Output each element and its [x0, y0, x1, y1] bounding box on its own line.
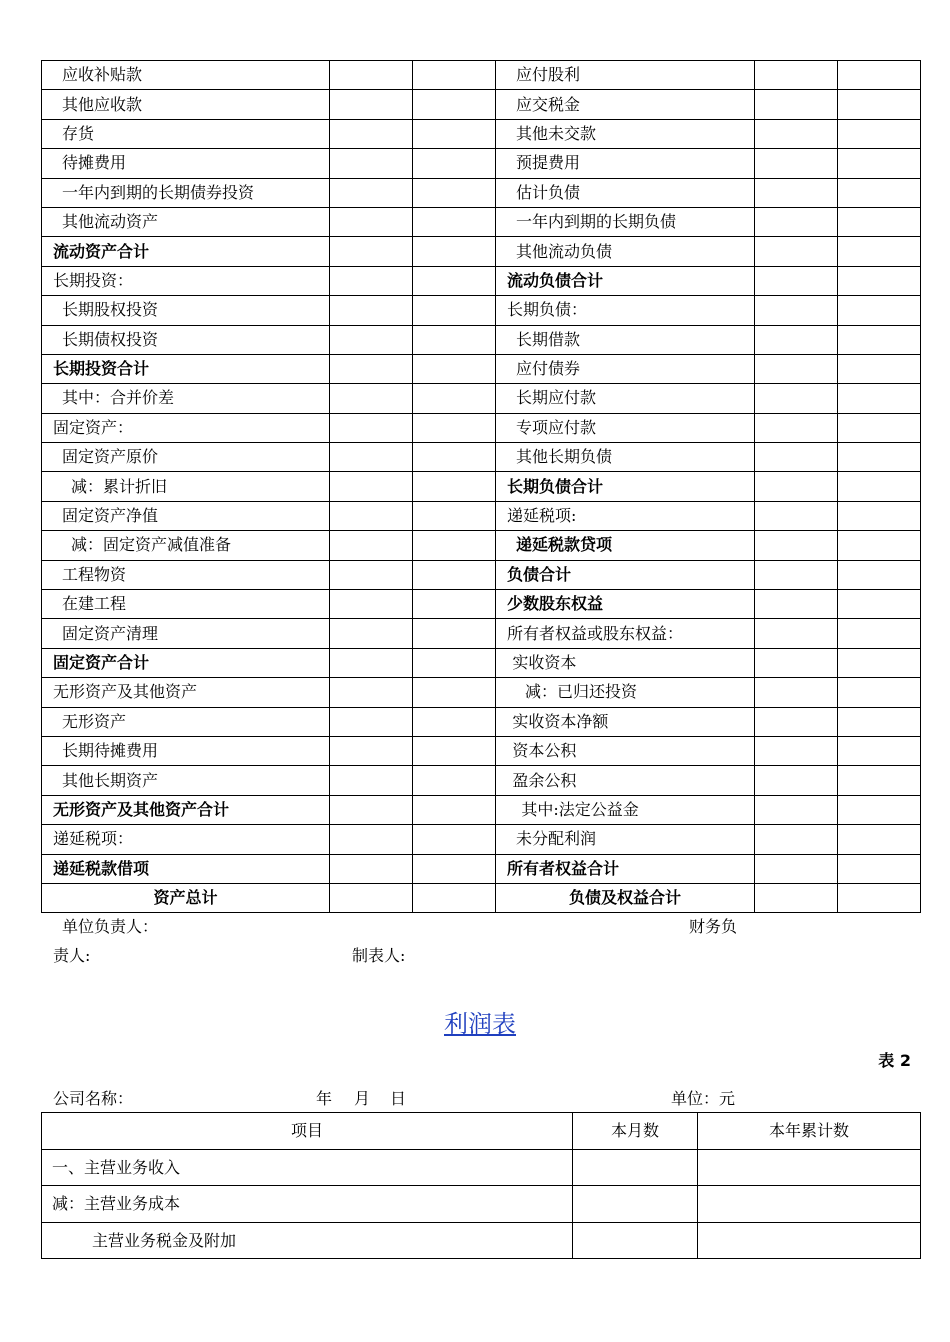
finance-head-label-part1: 财务负 — [689, 917, 738, 936]
liability-ending-cell[interactable] — [838, 384, 921, 413]
total-liabilities-ending-cell[interactable] — [838, 883, 921, 912]
liability-item-label: 专项应付款 — [496, 413, 755, 442]
asset-ending-cell[interactable] — [413, 61, 496, 90]
liability-beginning-cell[interactable] — [755, 472, 838, 501]
income-statement-body — [42, 1149, 921, 1259]
balance-sheet-body — [42, 61, 921, 913]
asset-beginning-cell[interactable] — [330, 707, 413, 736]
asset-item-label: 其中：合并价差 — [42, 384, 330, 413]
asset-ending-cell[interactable] — [413, 149, 496, 178]
liability-beginning-cell[interactable] — [755, 795, 838, 824]
balance-sheet-table — [41, 60, 921, 913]
asset-beginning-cell[interactable] — [330, 237, 413, 266]
asset-item-label: 递延税款借项 — [42, 854, 330, 883]
balance-row — [42, 766, 921, 795]
asset-beginning-cell[interactable] — [330, 590, 413, 619]
liability-item-label: 应付债券 — [496, 354, 755, 383]
header-year-to-date: 本年累计数 — [698, 1113, 921, 1150]
liability-item-label: 其他流动负债 — [496, 237, 755, 266]
income-item-label: 减：主营业务成本 — [42, 1186, 573, 1223]
asset-item-label: 无形资产 — [42, 707, 330, 736]
liability-item-label: 其他长期负债 — [496, 443, 755, 472]
asset-beginning-cell[interactable] — [330, 472, 413, 501]
liability-ending-cell[interactable] — [838, 207, 921, 236]
asset-item-label: 固定资产清理 — [42, 619, 330, 648]
asset-beginning-cell[interactable] — [330, 766, 413, 795]
table-number-label: 表 2 — [878, 1051, 911, 1070]
balance-row — [42, 619, 921, 648]
liability-item-label: 估计负债 — [496, 178, 755, 207]
asset-beginning-cell[interactable] — [330, 648, 413, 677]
liability-beginning-cell[interactable] — [755, 178, 838, 207]
income-this-month-cell[interactable] — [573, 1149, 698, 1186]
asset-ending-cell[interactable] — [413, 707, 496, 736]
liability-ending-cell[interactable] — [838, 178, 921, 207]
asset-ending-cell[interactable] — [413, 825, 496, 854]
asset-ending-cell[interactable] — [413, 560, 496, 589]
balance-row — [42, 590, 921, 619]
asset-ending-cell[interactable] — [413, 619, 496, 648]
asset-beginning-cell[interactable] — [330, 354, 413, 383]
liability-ending-cell[interactable] — [838, 266, 921, 295]
liability-ending-cell[interactable] — [838, 531, 921, 560]
asset-beginning-cell[interactable] — [330, 619, 413, 648]
asset-beginning-cell[interactable] — [330, 119, 413, 148]
balance-row — [42, 354, 921, 383]
asset-beginning-cell[interactable] — [330, 61, 413, 90]
asset-ending-cell[interactable] — [413, 354, 496, 383]
balance-row — [42, 707, 921, 736]
asset-ending-cell[interactable] — [413, 443, 496, 472]
liability-beginning-cell[interactable] — [755, 590, 838, 619]
balance-total-row — [42, 883, 921, 912]
liability-ending-cell[interactable] — [838, 736, 921, 765]
liability-ending-cell[interactable] — [838, 90, 921, 119]
liability-beginning-cell[interactable] — [755, 325, 838, 354]
balance-row — [42, 178, 921, 207]
asset-ending-cell[interactable] — [413, 472, 496, 501]
liability-beginning-cell[interactable] — [755, 384, 838, 413]
liability-item-label: 长期借款 — [496, 325, 755, 354]
balance-row — [42, 648, 921, 677]
liability-ending-cell[interactable] — [838, 590, 921, 619]
liability-ending-cell[interactable] — [838, 413, 921, 442]
asset-item-label: 在建工程 — [42, 590, 330, 619]
asset-item-label: 长期股权投资 — [42, 296, 330, 325]
liability-item-label: 所有者权益合计 — [496, 854, 755, 883]
asset-item-label: 一年内到期的长期债券投资 — [42, 178, 330, 207]
liability-item-label: 所有者权益或股东权益： — [496, 619, 755, 648]
asset-ending-cell[interactable] — [413, 766, 496, 795]
asset-item-label: 长期投资： — [42, 266, 330, 295]
asset-beginning-cell[interactable] — [330, 178, 413, 207]
balance-row — [42, 90, 921, 119]
liability-item-label: 盈余公积 — [496, 766, 755, 795]
liability-beginning-cell[interactable] — [755, 648, 838, 677]
asset-ending-cell[interactable] — [413, 90, 496, 119]
asset-beginning-cell[interactable] — [330, 560, 413, 589]
liability-ending-cell[interactable] — [838, 766, 921, 795]
total-assets-beginning-cell[interactable] — [330, 883, 413, 912]
asset-item-label: 固定资产： — [42, 413, 330, 442]
liability-item-label: 流动负债合计 — [496, 266, 755, 295]
unit-head-label: 单位负责人： — [62, 917, 159, 936]
income-year-to-date-cell[interactable] — [698, 1186, 921, 1223]
income-row — [42, 1222, 921, 1259]
liability-ending-cell[interactable] — [838, 795, 921, 824]
balance-row — [42, 384, 921, 413]
liability-item-label: 未分配利润 — [496, 825, 755, 854]
liability-ending-cell[interactable] — [838, 854, 921, 883]
asset-ending-cell[interactable] — [413, 237, 496, 266]
balance-row — [42, 531, 921, 560]
liability-beginning-cell[interactable] — [755, 707, 838, 736]
liability-beginning-cell[interactable] — [755, 766, 838, 795]
asset-beginning-cell[interactable] — [330, 90, 413, 119]
liability-item-label: 实收资本净额 — [496, 707, 755, 736]
liability-beginning-cell[interactable] — [755, 531, 838, 560]
asset-beginning-cell[interactable] — [330, 413, 413, 442]
liability-item-label: 长期应付款 — [496, 384, 755, 413]
asset-item-label: 应收补贴款 — [42, 61, 330, 90]
balance-row — [42, 266, 921, 295]
liability-beginning-cell[interactable] — [755, 237, 838, 266]
balance-row — [42, 119, 921, 148]
asset-item-label: 长期投资合计 — [42, 354, 330, 383]
asset-ending-cell[interactable] — [413, 678, 496, 707]
asset-item-label: 减：累计折旧 — [42, 472, 330, 501]
asset-ending-cell[interactable] — [413, 119, 496, 148]
liability-ending-cell[interactable] — [838, 648, 921, 677]
finance-head-label-part2: 责人: — [53, 946, 91, 965]
income-item-label: 主营业务税金及附加 — [42, 1222, 573, 1259]
liability-item-label: 其中:法定公益金 — [496, 795, 755, 824]
asset-beginning-cell[interactable] — [330, 207, 413, 236]
liability-beginning-cell[interactable] — [755, 296, 838, 325]
liability-beginning-cell[interactable] — [755, 736, 838, 765]
asset-item-label: 存货 — [42, 119, 330, 148]
liability-beginning-cell[interactable] — [755, 413, 838, 442]
liability-beginning-cell[interactable] — [755, 119, 838, 148]
liability-ending-cell[interactable] — [838, 237, 921, 266]
liability-item-label: 负债合计 — [496, 560, 755, 589]
date-month-label: 月 — [354, 1089, 371, 1108]
asset-ending-cell[interactable] — [413, 266, 496, 295]
asset-item-label: 固定资产净值 — [42, 501, 330, 530]
asset-beginning-cell[interactable] — [330, 531, 413, 560]
liability-item-label: 少数股东权益 — [496, 590, 755, 619]
liability-ending-cell[interactable] — [838, 61, 921, 90]
liability-beginning-cell[interactable] — [755, 207, 838, 236]
balance-row — [42, 560, 921, 589]
date-day-label: 日 — [390, 1089, 407, 1108]
header-item: 项目 — [42, 1113, 573, 1150]
liability-ending-cell[interactable] — [838, 825, 921, 854]
balance-row — [42, 443, 921, 472]
asset-ending-cell[interactable] — [413, 384, 496, 413]
asset-item-label: 固定资产原价 — [42, 443, 330, 472]
liability-ending-cell[interactable] — [838, 443, 921, 472]
balance-row — [42, 854, 921, 883]
liability-item-label: 实收资本 — [496, 648, 755, 677]
liability-ending-cell[interactable] — [838, 119, 921, 148]
balance-row — [42, 296, 921, 325]
asset-item-label: 其他流动资产 — [42, 207, 330, 236]
liability-ending-cell[interactable] — [838, 149, 921, 178]
income-this-month-cell[interactable] — [573, 1222, 698, 1259]
liability-beginning-cell[interactable] — [755, 678, 838, 707]
preparer-label: 制表人: — [352, 946, 406, 965]
income-row — [42, 1186, 921, 1223]
balance-row — [42, 795, 921, 824]
asset-item-label: 无形资产及其他资产 — [42, 678, 330, 707]
asset-beginning-cell[interactable] — [330, 296, 413, 325]
liability-item-label: 资本公积 — [496, 736, 755, 765]
liability-item-label: 其他未交款 — [496, 119, 755, 148]
liability-ending-cell[interactable] — [838, 472, 921, 501]
asset-ending-cell[interactable] — [413, 207, 496, 236]
asset-ending-cell[interactable] — [413, 413, 496, 442]
balance-row — [42, 149, 921, 178]
liability-item-label: 一年内到期的长期负债 — [496, 207, 755, 236]
balance-row — [42, 325, 921, 354]
asset-beginning-cell[interactable] — [330, 325, 413, 354]
balance-row — [42, 678, 921, 707]
liability-beginning-cell[interactable] — [755, 825, 838, 854]
asset-ending-cell[interactable] — [413, 501, 496, 530]
company-name-label: 公司名称： — [53, 1089, 134, 1108]
liability-beginning-cell[interactable] — [755, 854, 838, 883]
income-row — [42, 1149, 921, 1186]
total-liabilities-beginning-cell[interactable] — [755, 883, 838, 912]
balance-row — [42, 413, 921, 442]
liability-item-label: 预提费用 — [496, 149, 755, 178]
balance-row — [42, 61, 921, 90]
liability-beginning-cell[interactable] — [755, 501, 838, 530]
balance-row — [42, 501, 921, 530]
asset-ending-cell[interactable] — [413, 854, 496, 883]
liability-beginning-cell[interactable] — [755, 61, 838, 90]
asset-item-label: 减：固定资产减值准备 — [42, 531, 330, 560]
liability-beginning-cell[interactable] — [755, 354, 838, 383]
asset-item-label: 其他长期资产 — [42, 766, 330, 795]
asset-item-label: 无形资产及其他资产合计 — [42, 795, 330, 824]
asset-ending-cell[interactable] — [413, 795, 496, 824]
income-year-to-date-cell[interactable] — [698, 1222, 921, 1259]
asset-beginning-cell[interactable] — [330, 795, 413, 824]
asset-ending-cell[interactable] — [413, 736, 496, 765]
asset-beginning-cell[interactable] — [330, 854, 413, 883]
liability-item-label: 递延税款贷项 — [496, 531, 755, 560]
total-liabilities-equity-label: 负债及权益合计 — [496, 883, 755, 912]
liability-ending-cell[interactable] — [838, 501, 921, 530]
asset-ending-cell[interactable] — [413, 648, 496, 677]
asset-ending-cell[interactable] — [413, 178, 496, 207]
liability-item-label: 长期负债： — [496, 296, 755, 325]
asset-item-label: 长期债权投资 — [42, 325, 330, 354]
asset-ending-cell[interactable] — [413, 325, 496, 354]
liability-item-label: 应交税金 — [496, 90, 755, 119]
liability-beginning-cell[interactable] — [755, 560, 838, 589]
liability-beginning-cell[interactable] — [755, 90, 838, 119]
asset-beginning-cell[interactable] — [330, 501, 413, 530]
liability-ending-cell[interactable] — [838, 707, 921, 736]
asset-item-label: 工程物资 — [42, 560, 330, 589]
income-item-label: 一、主营业务收入 — [42, 1149, 573, 1186]
asset-beginning-cell[interactable] — [330, 678, 413, 707]
income-this-month-cell[interactable] — [573, 1186, 698, 1223]
liability-ending-cell[interactable] — [838, 619, 921, 648]
liability-item-label: 长期负债合计 — [496, 472, 755, 501]
header-this-month: 本月数 — [573, 1113, 698, 1150]
balance-row — [42, 825, 921, 854]
asset-item-label: 待摊费用 — [42, 149, 330, 178]
income-statement-table — [41, 1112, 921, 1259]
asset-ending-cell[interactable] — [413, 296, 496, 325]
asset-item-label: 固定资产合计 — [42, 648, 330, 677]
liability-beginning-cell[interactable] — [755, 619, 838, 648]
liability-ending-cell[interactable] — [838, 560, 921, 589]
balance-row — [42, 237, 921, 266]
asset-item-label: 长期待摊费用 — [42, 736, 330, 765]
liability-ending-cell[interactable] — [838, 296, 921, 325]
asset-beginning-cell[interactable] — [330, 149, 413, 178]
liability-beginning-cell[interactable] — [755, 443, 838, 472]
asset-beginning-cell[interactable] — [330, 266, 413, 295]
total-assets-label: 资产总计 — [42, 883, 330, 912]
liability-ending-cell[interactable] — [838, 325, 921, 354]
asset-ending-cell[interactable] — [413, 531, 496, 560]
liability-item-label: 应付股利 — [496, 61, 755, 90]
income-year-to-date-cell[interactable] — [698, 1149, 921, 1186]
liability-item-label: 减：已归还投资 — [496, 678, 755, 707]
asset-item-label: 其他应收款 — [42, 90, 330, 119]
liability-item-label: 递延税项: — [496, 501, 755, 530]
asset-ending-cell[interactable] — [413, 590, 496, 619]
liability-ending-cell[interactable] — [838, 678, 921, 707]
asset-beginning-cell[interactable] — [330, 736, 413, 765]
income-header-row — [42, 1113, 921, 1150]
balance-row — [42, 736, 921, 765]
unit-label: 单位：元 — [671, 1089, 736, 1108]
asset-item-label: 递延税项： — [42, 825, 330, 854]
asset-item-label: 流动资产合计 — [42, 237, 330, 266]
asset-beginning-cell[interactable] — [330, 825, 413, 854]
balance-row — [42, 472, 921, 501]
income-statement-title[interactable]: 利润表 — [444, 1010, 516, 1038]
asset-beginning-cell[interactable] — [330, 384, 413, 413]
balance-row — [42, 207, 921, 236]
asset-beginning-cell[interactable] — [330, 443, 413, 472]
date-year-label: 年 — [316, 1089, 333, 1108]
liability-beginning-cell[interactable] — [755, 266, 838, 295]
total-assets-ending-cell[interactable] — [413, 883, 496, 912]
liability-ending-cell[interactable] — [838, 354, 921, 383]
liability-beginning-cell[interactable] — [755, 149, 838, 178]
